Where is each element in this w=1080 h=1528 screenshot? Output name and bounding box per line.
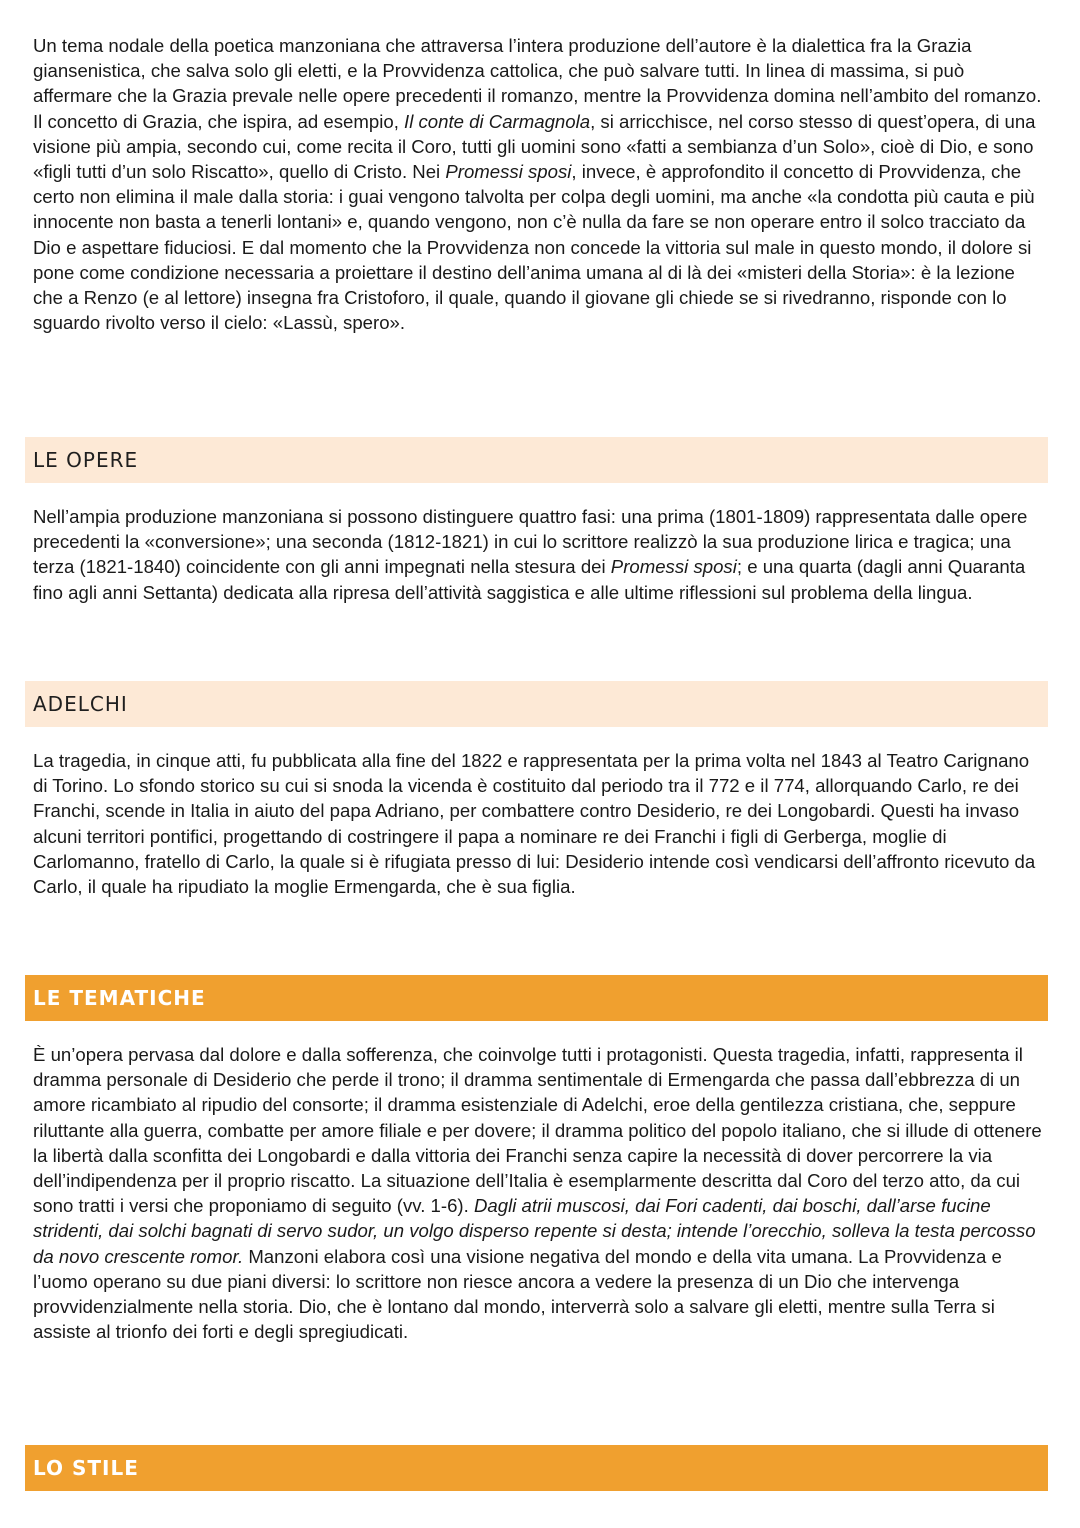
section-heading-stile-label: LO STILE [33, 1456, 139, 1480]
tematiche-italic-verses: Dagli atrii muscosi, dai Fori cadenti, dai boschi, dall’arse fucine stridenti, dai solchi bagnati di servo sudor, un volgo disperso repente si desta; intende l’orecchio, solleva la testa percosso da novo crescente romor. [33, 1195, 1036, 1267]
section-heading-opere [25, 437, 1048, 483]
intro-text-2: , si arricchisce, nel corso stesso di quest’opera, di una visione più ampia, secondo cui, come recita il Coro, tutti gli uomini sono «fatti a sembianza d’un Solo», cioè di Dio, e sono «figli tutti d’un solo Riscatto», quello di Cristo. Nei [33, 110, 1036, 183]
intro-paragraph [33, 33, 1048, 335]
intro-text-1: Un tema nodale della poetica manzoniana che attraversa l’intera produzione dell’autore è la dialettica fra la Grazia giansenistica, che salva solo gli eletti, e la Provvidenza cattolica, che può salvare tutti. In linea di massima, si può affermare che la Grazia prevale nelle opere precedenti il romanzo, mentre la Provvidenza domina nell’ambito del romanzo. Il concetto di Grazia, che ispira, ad esempio, [33, 35, 1042, 132]
opere-paragraph [33, 504, 1048, 605]
adelchi-paragraph [33, 748, 1048, 899]
adelchi-text: La tragedia, in cinque atti, fu pubblicata alla fine del 1822 e rappresentata per la prima volta nel 1843 al Teatro Carignano di Torino. Lo sfondo storico su cui si snoda la vicenda è costituito dal periodo tra il 772 e il 774, allorquando Carlo, re dei Franchi, scende in Italia in aiuto del papa Adriano, per combattere contro Desiderio, re dei Longobardi. Questi ha invaso alcuni territori pontifici, progettando di costringere il papa a nominare re dei Franchi i figli di Gerberga, moglie di Carlomanno, fratello di Carlo, la quale si è rifugiata presso di lui: Desiderio intende così vendicarsi dell’affronto ricevuto da Carlo, il quale ha ripudiato la moglie Ermengarda, che è sua figlia. [33, 750, 1036, 898]
section-heading-adelchi [25, 681, 1048, 727]
section-heading-adelchi-label: ADELCHI [33, 692, 128, 716]
intro-text-3: , invece, è approfondito il concetto di Provvidenza, che certo non elimina il male dalla storia: i guai vengono talvolta per colpa degli uomini, ma anche «la condotta più cauta e più innocente non basta a tenerli lontani» e, quando vengono, non c’è nulla da fare se non operare entro il solco tracciato da Dio e aspettare fiduciosi. E dal momento che la Provvidenza non concede la vittoria sul male in questo mondo, il dolore si pone come condizione necessaria a proiettare il destino dell’anima umana al di là dei «misteri della Storia»: è la lezione che a Renzo (e al lettore) insegna fra Cristoforo, il quale, quando il giovane gli chiede se si rivedranno, risponde con lo sguardo rivolto verso il cielo: «Lassù, spero». [33, 161, 1035, 334]
opere-text-1: Nell’ampia produzione manzoniana si possono distinguere quattro fasi: una prima (1801-1809) rappresentata dalle opere precedenti la «conversione»; una seconda (1812-1821) in cui lo scrittore realizzò la sua produzione lirica e tragica; una terza (1821-1840) coincidente con gli anni impegnati nella stesura dei [33, 506, 1028, 578]
section-heading-tematiche-label: LE TEMATICHE [33, 986, 206, 1010]
opere-text-2: ; e una quarta (dagli anni Quaranta fino agli anni Settanta) dedicata alla ripresa dell’attività saggistica e alle ultime riflessioni sul problema della lingua. [33, 556, 1026, 603]
section-heading-tematiche [25, 975, 1048, 1021]
tematiche-text-2: Manzoni elabora così una visione negativa del mondo e della vita umana. La Provvidenza e l’uomo operano su due piani diversi: lo scrittore non riesce ancora a vedere la presenza di un Dio che intervenga provvidenzialmente nella storia. Dio, che è lontano dal mondo, interverrà solo a salvare gli eletti, mentre sulla Terra si assiste al trionfo dei forti e degli spregiudicati. [33, 1245, 1002, 1343]
tematiche-paragraph [33, 1042, 1048, 1344]
section-heading-stile [25, 1445, 1048, 1491]
tematiche-text-1: È un’opera pervasa dal dolore e dalla sofferenza, che coinvolge tutti i protagonisti. Questa tragedia, infatti, rappresenta il dramma personale di Desiderio che perde il trono; il dramma sentimentale di Ermengarda che passa dall’ebbrezza di un amore ricambiato al ripudio del consorte; il dramma esistenziale di Adelchi, eroe della gentilezza cristiana, che, seppure riluttante alla guerra, combatte per amore filiale e per dovere; il dramma politico del popolo italiano, che si illude di ottenere la libertà dalla sconfitta dei Longobardi e dalla vittoria dei Franchi senza capire la necessità di dover percorrere la via dell’indipendenza per il proprio riscatto. La situazione dell’Italia è esemplarmente descritta dal Coro del terzo atto, da cui sono tratti i versi che proponiamo di seguito (vv. 1-6). [33, 1044, 1042, 1217]
intro-italic-title-1: Il conte di Carmagnola [404, 110, 591, 132]
intro-italic-title-2: Promessi sposi [445, 161, 572, 183]
opere-italic-title: Promessi sposi [610, 556, 737, 578]
section-heading-opere-label: LE OPERE [33, 448, 139, 472]
